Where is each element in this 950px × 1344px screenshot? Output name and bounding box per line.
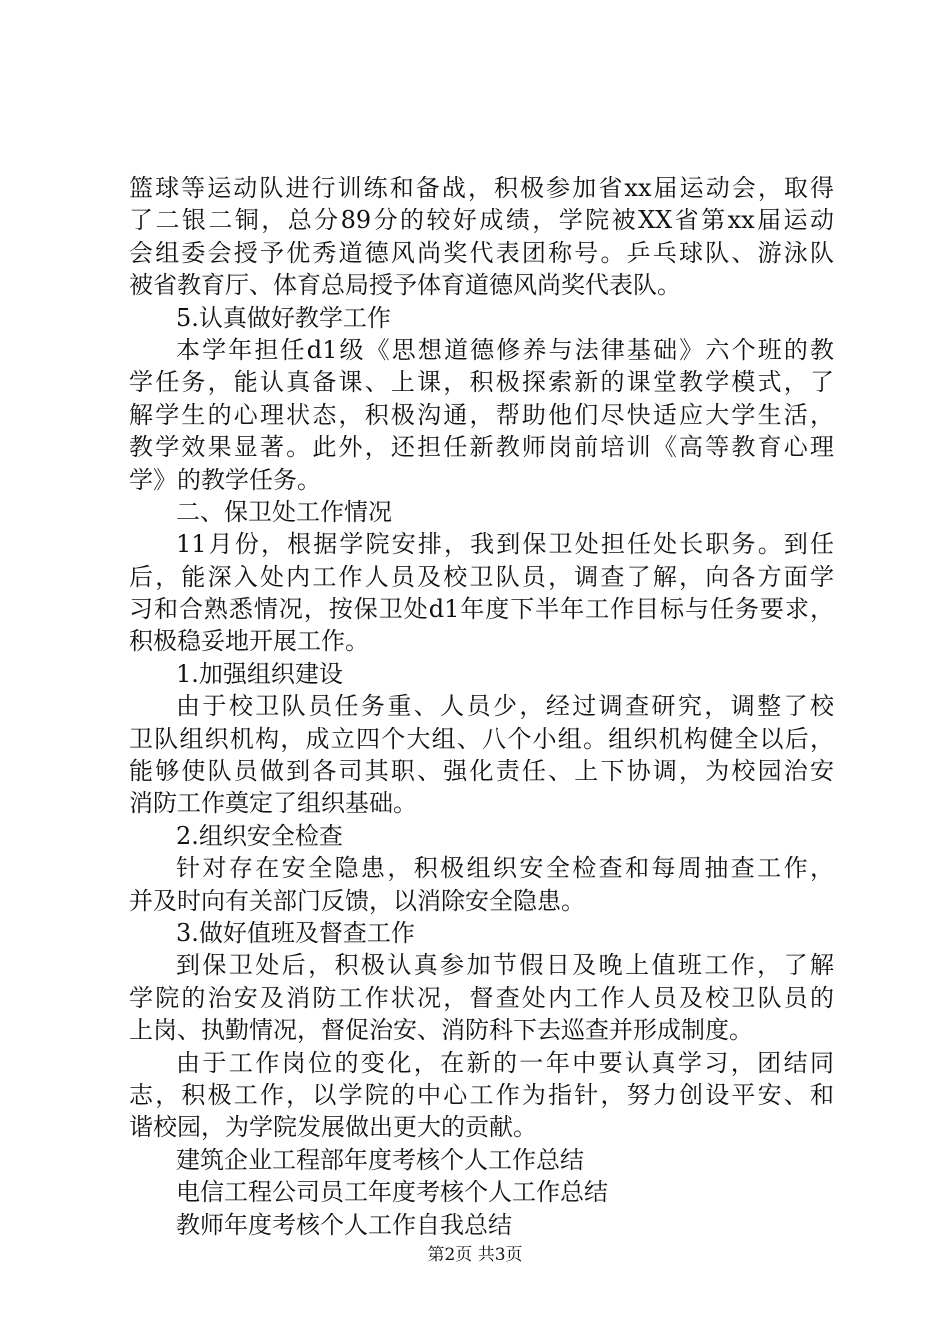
text-line: 11月份，根据学院安排，我到保卫处担任处长职务。到任 xyxy=(176,530,834,559)
text-line: 会组委会授予优秀道德风尚奖代表团称号。乒乓球队、游泳队 xyxy=(129,238,834,267)
text-line: 电信工程公司员工年度考核个人工作总结 xyxy=(176,1178,608,1207)
text-line: 志，积极工作，以学院的中心工作为指针，努力创设平安、和 xyxy=(129,1080,834,1109)
text-line: 后，能深入处内工作人员及校卫队员，调查了解，向各方面学 xyxy=(129,562,834,591)
text-line: 二、保卫处工作情况 xyxy=(176,497,392,526)
text-line: 建筑企业工程部年度考核个人工作总结 xyxy=(176,1145,584,1174)
text-line: 了二银二铜，总分89分的较好成绩，学院被XX省第xx届运动 xyxy=(129,206,834,235)
text-line: 习和合熟悉情况，按保卫处d1年度下半年工作目标与任务要求， xyxy=(129,595,834,624)
text-line: 能够使队员做到各司其职、强化责任、上下协调，为校园治安 xyxy=(129,757,834,786)
text-line: 谐校园，为学院发展做出更大的贡献。 xyxy=(129,1113,537,1142)
text-line: 教师年度考核个人工作自我总结 xyxy=(176,1210,512,1239)
text-line: 由于校卫队员任务重、人员少，经过调查研究，调整了校 xyxy=(176,692,834,721)
text-line: 到保卫处后，积极认真参加节假日及晚上值班工作，了解 xyxy=(176,951,834,980)
text-line: 解学生的心理状态，积极沟通，帮助他们尽快适应大学生活， xyxy=(129,400,834,429)
text-line: 针对存在安全隐患，积极组织安全检查和每周抽查工作， xyxy=(176,854,834,883)
text-line: 教学效果显著。此外，还担任新教师岗前培训《高等教育心理 xyxy=(129,433,834,462)
text-line: 1.加强组织建设 xyxy=(176,659,343,688)
text-line: 上岗、执勤情况，督促治安、消防科下去巡查并形成制度。 xyxy=(129,1016,753,1045)
text-line: 篮球等运动队进行训练和备战，积极参加省xx届运动会，取得 xyxy=(129,174,834,202)
text-line: 被省教育厅、体育总局授予体育道德风尚奖代表队。 xyxy=(129,271,681,300)
page-footer: 第2页 共3页 xyxy=(427,1245,523,1265)
text-line: 5.认真做好教学工作 xyxy=(176,303,391,332)
text-line: 积极稳妥地开展工作。 xyxy=(129,627,369,656)
text-line: 学任务，能认真备课、上课，积极探索新的课堂教学模式，了 xyxy=(129,368,834,397)
text-line: 并及时向有关部门反馈，以消除安全隐患。 xyxy=(129,886,585,915)
text-line: 2.组织安全检查 xyxy=(176,821,343,850)
text-line: 由于工作岗位的变化，在新的一年中要认真学习，团结同 xyxy=(176,1048,834,1077)
text-line: 学院的治安及消防工作状况，督查处内工作人员及校卫队员的 xyxy=(129,983,834,1012)
text-line: 3.做好值班及督查工作 xyxy=(176,918,415,947)
text-line: 消防工作奠定了组织基础。 xyxy=(129,789,417,818)
text-line: 卫队组织机构，成立四个大组、八个小组。组织机构健全以后， xyxy=(129,724,834,753)
text-line: 学》的教学任务。 xyxy=(129,465,321,494)
text-line: 本学年担任d1级《思想道德修养与法律基础》六个班的教 xyxy=(176,335,834,364)
document-body xyxy=(129,172,834,1241)
